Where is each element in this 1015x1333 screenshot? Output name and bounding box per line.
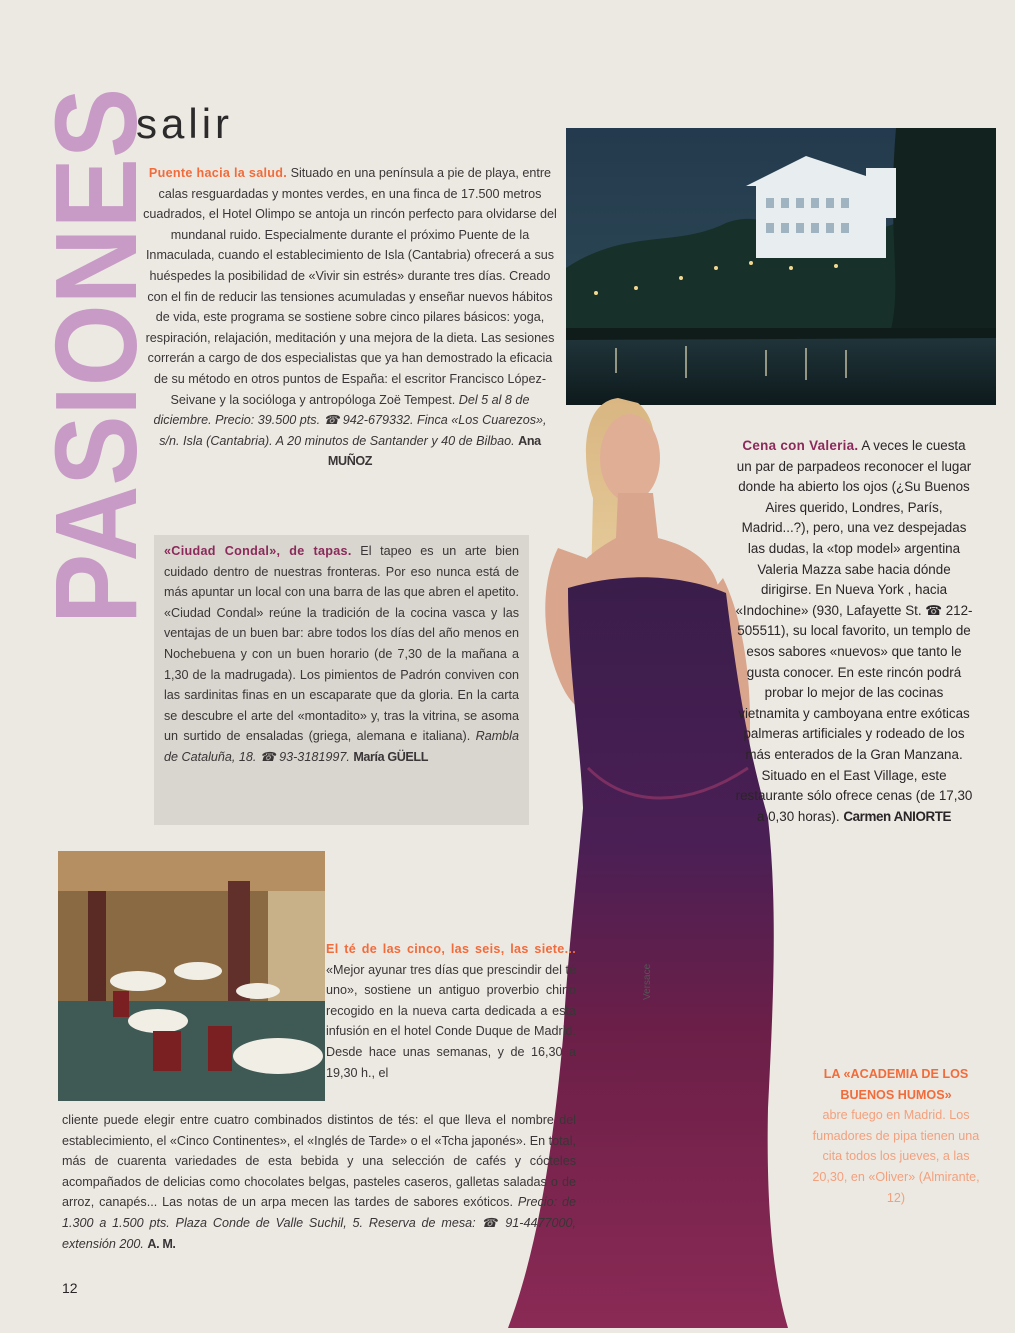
article-author: María GÜELL [353,749,429,764]
article-heading: El té de las cinco, las seis, las siete... [326,942,576,956]
photo-credit: Versace [642,963,653,1000]
hotel-photo [566,128,996,405]
article-author: A. M. [147,1236,176,1251]
article-heading: Puente hacia la salud. [148,166,288,180]
article-cena-con-valeria [734,436,974,827]
article-body-bottom: cliente puede elegir entre cuatro combinados distintos de tés: el que lleva el nombre del establecimiento, el «Cinco Continentes», el «Inglés de Tarde» o el «Tcha japonés». En total, más de cuarenta variedades de esta bebida y una selección de cafés y cócteles acompañados de delicias como chocolates belgas, pasteles caseros, galletas saladas o de arroz, canapés... Las notas de un arpa mecen las tardes de sabores exóticos. [62,1113,576,1210]
article-heading: «Ciudad Condal», de tapas. [164,544,352,558]
article-author: Ana MUÑOZ [327,433,541,469]
article-details: Rambla de Cataluña, 18. ☎ 93-3181997. [164,729,519,764]
article-te-continuation [62,1110,576,1254]
section-title: salir [136,100,234,147]
article-body: A veces le cuesta un par de parpadeos reconocer el lugar donde ha abierto los ojos (¿Su Buenos Aires querido, Londres, París, Madrid...?), pero, una vez despejadas las dudas, la «top model» argentina Valeria Mazza sabe hacia dónde dirigirse. En Nueva York , hacia «Indochine» (930, Lafayette St. ☎ 212-505511), su local favorito, un templo de esos sabores «nuevos» que tanto le gusta conocer. En este rincón podrá probar lo mejor de las cocinas vietnamita y camboyana entre exóticas palmeras artificiales y rodeado de los más enterados de la Gran Manzana. Situado en el East Village, este restaurante sólo ofrece cenas (de 17,30 a 0,30 horas). [735,438,973,824]
page-number: 12 [62,1280,78,1296]
sidebar-academia [806,1064,986,1208]
article-author: Carmen ANIORTE [843,808,952,824]
section-brand-text: PASIONES [31,33,161,624]
article-te-de-las-cinco [326,939,576,1083]
article-details: Del 5 al 8 de diciembre. Precio: 39.500 pts. ☎ 942-679332. Finca «Los Cuarezos», s/n. Isla (Cantabria). A 20 minutos de Santander y 40 de Bilbao. [153,392,547,448]
sidebar-title: LA «ACADEMIA DE LOS BUENOS HUMOS» [823,1067,969,1102]
article-details: Precio: de 1.300 a 1.500 pts. Plaza Conde de Valle Suchil, 5. Reserva de mesa: ☎ 91-4477000, extensión 200. [62,1195,577,1251]
article-body: El tapeo es un arte bien cuidado dentro de nuestras fronteras. Por eso nunca está de más apuntar un local con una barra de las que abren el apetito. «Ciudad Condal» reúne la tradición de la cocina vasca y las ventajas de un buen bar: abre todos los días del año menos en Nochebuena y con un buen horario (de 7,30 de la mañana a 1,30 de la madrugada). Los pimientos de Padrón conviven con las sardinitas finas en un escaparate que da gloria. En la carta se descubre el arte del «montadito» y, tras la vitrina, se asoma un surtido de ensaladas (griega, alemana e italiana). [164,544,519,744]
restaurant-photo [58,851,325,1101]
article-heading: Cena con Valeria. [742,438,859,453]
article-body: Situado en una península a pie de playa, entre calas resguardadas y montes verdes, en una finca de 17.500 metros cuadrados, el Hotel Olimpo se antoja un rincón perfecto para olvidarse del mundanal ruido. Especialmente durante el próximo Puente de la Inmaculada, cuando el establecimiento de Isla (Cantabria) ofrecerá a sus huéspedes la posibilidad de «Vivir sin estrés» durante tres días. Creado con el fin de reducir las tensiones acumuladas y enseñar nuevos hábitos de vida, este programa se sostiene sobre cinco pilares básicos: yoga, respiración, relajación, meditación y una mejora de la dieta. Las sesiones correrán a cargo de dos especialistas que ya han demostrado la eficacia de su método en otros puntos de España: el escritor Francisco López-Seivane y la socióloga y antropóloga Zoë Tempest. [143,166,557,407]
section-brand-vertical [31,33,161,624]
sidebar-body: abre fuego en Madrid. Los fumadores de pipa tienen una cita todos los jueves, a las 20,30, en «Oliver» (Almirante, 12) [812,1108,980,1205]
article-body-top: «Mejor ayunar tres días que prescindir del té uno», sostiene un antiguo proverbio chino recogido en la nueva carta dedicada a esta infusión en el hotel Conde Duque de Madrid. Desde hace unas semanas, y de 16,30 a 19,30 h., el [326,962,576,1080]
